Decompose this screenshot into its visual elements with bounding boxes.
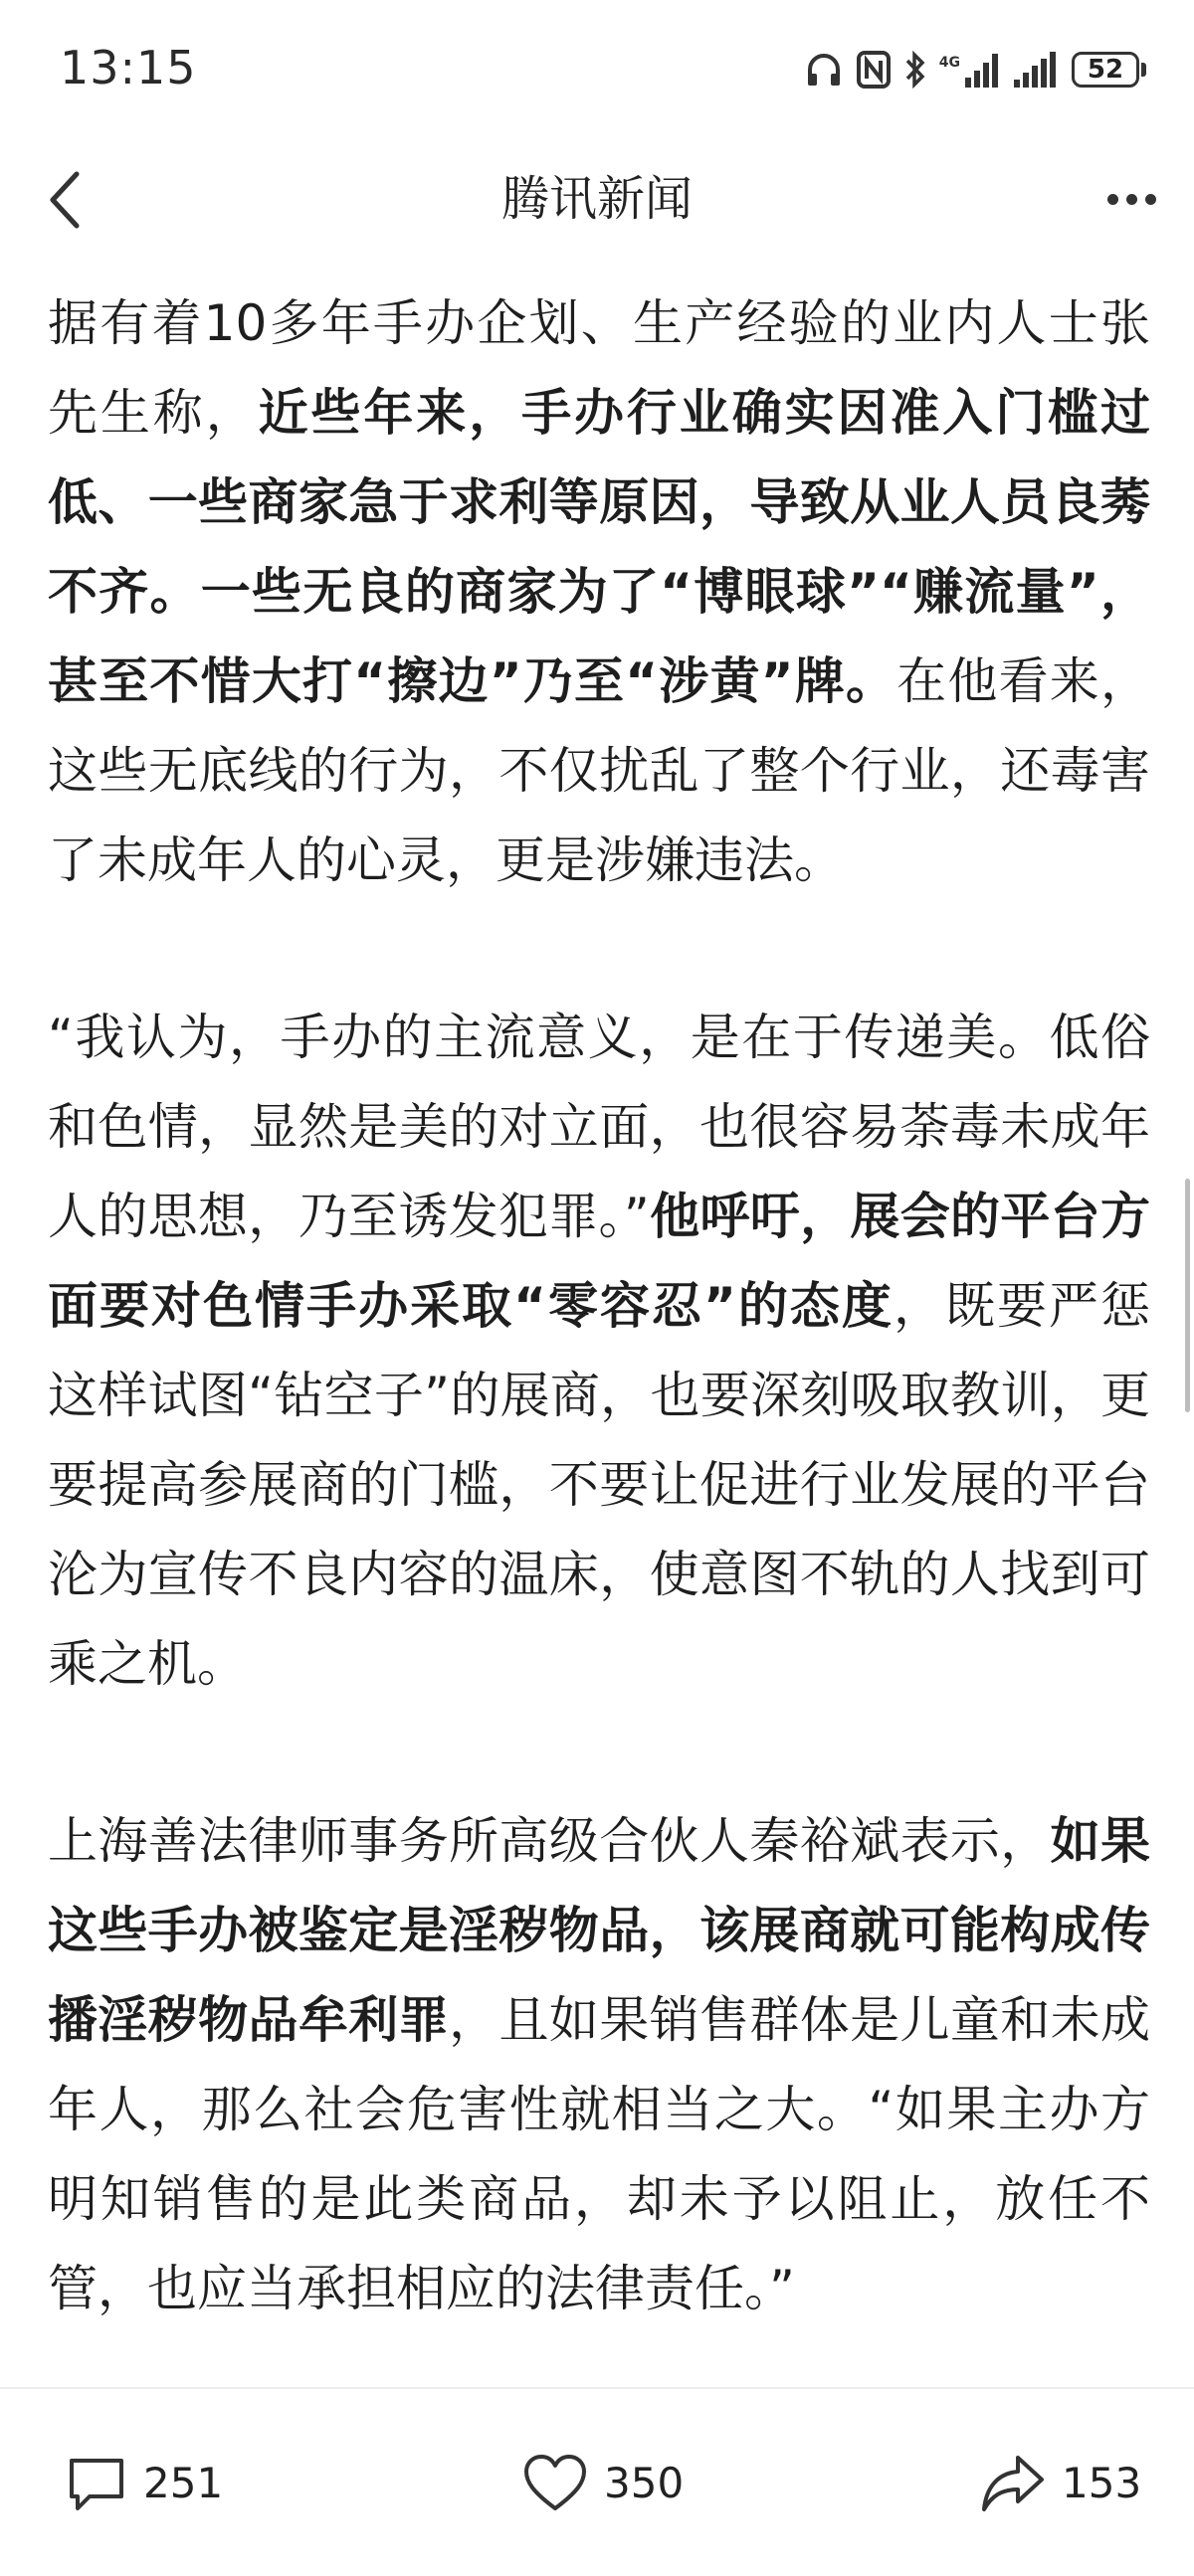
like-count: 350 — [604, 2459, 685, 2507]
article-paragraph — [48, 993, 1150, 1709]
status-bar — [0, 0, 1194, 139]
article-body — [48, 278, 1150, 2385]
page-title: 腾讯新闻 — [500, 171, 693, 227]
article-paragraph — [48, 1796, 1150, 2333]
content-fade — [0, 2327, 1194, 2387]
headphones-icon — [804, 50, 844, 90]
bluetooth-icon — [903, 50, 927, 90]
comment-count: 251 — [143, 2459, 224, 2507]
comment-button[interactable] — [66, 2449, 223, 2518]
status-time: 13:15 — [60, 41, 197, 94]
scrollbar[interactable] — [1185, 1179, 1190, 1412]
signal-icon — [1012, 52, 1060, 88]
paragraph-bold-text: 他呼吁，展会的平台方面要对色情手办采取“零容忍”的态度 — [48, 1188, 1150, 1335]
paragraph-text: “我认为，手办的主流意义，是在于传递美。低俗和色情，显然是美的对立面，也很容易荼毒未成年人的思想，乃至诱发犯罪。” — [48, 1009, 1150, 1245]
like-button[interactable] — [522, 2449, 684, 2518]
signal-4g-icon — [939, 52, 1000, 88]
more-button[interactable] — [1096, 169, 1166, 229]
paragraph-text: 据有着10多年手办企划、生产经验的业内人士张先生称， — [48, 294, 1150, 442]
heart-icon — [522, 2454, 588, 2513]
paragraph-text: 在他看来，这些无底线的行为，不仅扰乱了整个行业，还毒害了未成年人的心灵，更是涉嫌违法。 — [48, 652, 1150, 889]
paragraph-bold-text: 近些年来，手办行业确实因准入门槛过低、一些商家急于求利等原因，导致从业人员良莠不齐。一些无良的商家为了“博眼球”“赚流量”，甚至不惜大打“擦边”乃至“涉黄”牌。 — [48, 384, 1150, 710]
battery-level: 52 — [1072, 52, 1139, 88]
more-dots-icon — [1107, 194, 1118, 205]
network-label: 4G — [938, 55, 960, 71]
battery-icon — [1072, 52, 1146, 88]
bottom-action-bar — [0, 2387, 1194, 2576]
nav-bar — [0, 139, 1194, 259]
status-icons — [804, 42, 1146, 97]
paragraph-text: ，既要严惩这样试图“钻空子”的展商，也要深刻吸取教训，更要提高参展商的门槛，不要让促进行业发展的平台沦为宣传不良内容的温床，使意图不轨的人找到可乘之机。 — [48, 1277, 1150, 1693]
paragraph-bold-text: 如果这些手办被鉴定是淫秽物品，该展商就可能构成传播淫秽物品牟利罪 — [48, 1812, 1150, 2049]
share-count: 153 — [1062, 2459, 1142, 2507]
comment-icon — [66, 2453, 127, 2514]
share-button[interactable] — [980, 2449, 1141, 2518]
article-paragraph — [48, 278, 1150, 905]
share-icon — [980, 2454, 1046, 2513]
paragraph-text: ，且如果销售群体是儿童和未成年人，那么社会危害性就相当之大。“如果主办方明知销售的是此类商品，却未予以阻止，放任不管，也应当承担相应的法律责任。” — [48, 1991, 1150, 2317]
nfc-icon — [856, 50, 892, 90]
paragraph-text: 上海善法律师事务所高级合伙人秦裕斌表示， — [48, 1812, 1051, 1870]
